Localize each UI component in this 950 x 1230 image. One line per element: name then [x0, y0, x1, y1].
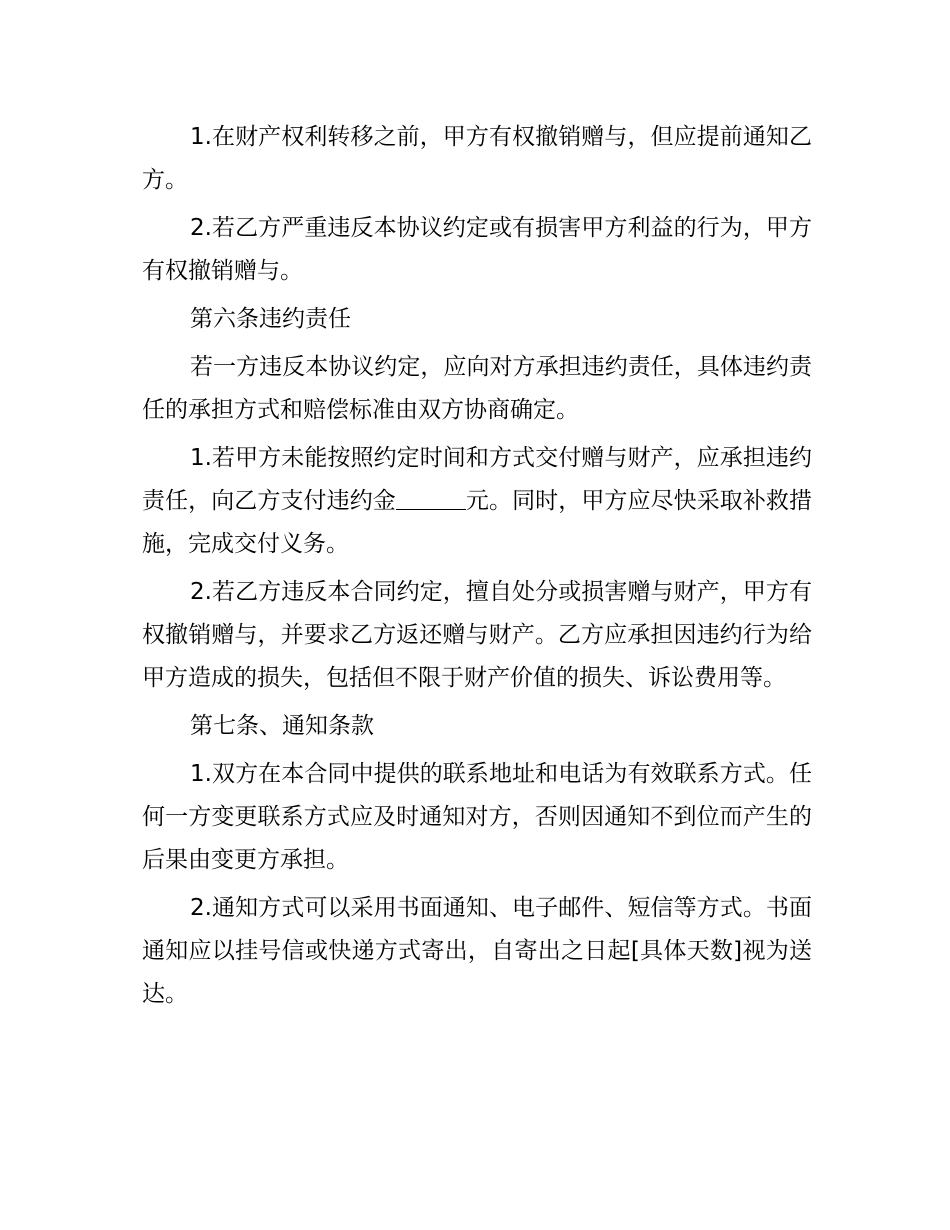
section-heading-article-6: 第六条违约责任	[190, 306, 351, 332]
paragraph-party-a-breach-part1: 1.若甲方未能按照约定时间和方式交付赠与财产，应承担违约责任，向乙方支付违约金	[142, 445, 812, 514]
paragraph-notice-methods: 2.通知方式可以采用书面通知、电子邮件、短信等方式。书面通知应以挂号信或快递方式寄出，自寄出之日起[具体天数]视为送达。	[142, 895, 812, 1007]
document-body	[142, 116, 812, 1021]
paragraph-contact-info: 1.双方在本合同中提供的联系地址和电话为有效联系方式。任何一方变更联系方式应及时通知对方，否则因通知不到位而产生的后果由变更方承担。	[142, 761, 812, 873]
paragraph-party-a-breach	[142, 437, 812, 566]
penalty-amount-blank	[396, 489, 466, 510]
section-heading-article-7: 第七条、通知条款	[190, 713, 374, 739]
paragraph-party-b-breach: 2.若乙方违反本合同约定，擅自处分或损害赠与财产，甲方有权撤销赠与，并要求乙方返还赠与财产。乙方应承担因违约行为给甲方造成的损失，包括但不限于财产价值的损失、诉讼费用等。	[142, 579, 812, 691]
paragraph-revoke-on-breach: 2.若乙方严重违反本协议约定或有损害甲方利益的行为，甲方有权撤销赠与。	[142, 215, 812, 284]
paragraph-revoke-before-transfer: 1.在财产权利转移之前，甲方有权撤销赠与，但应提前通知乙方。	[142, 124, 812, 193]
paragraph-party-a-breach-part2: 元。同时，甲方应尽快采取补救措施，完成交付义务。	[142, 488, 813, 557]
paragraph-liability-general: 若一方违反本协议约定，应向对方承担违约责任，具体违约责任的承担方式和赔偿标准由双方协商确定。	[142, 354, 812, 423]
